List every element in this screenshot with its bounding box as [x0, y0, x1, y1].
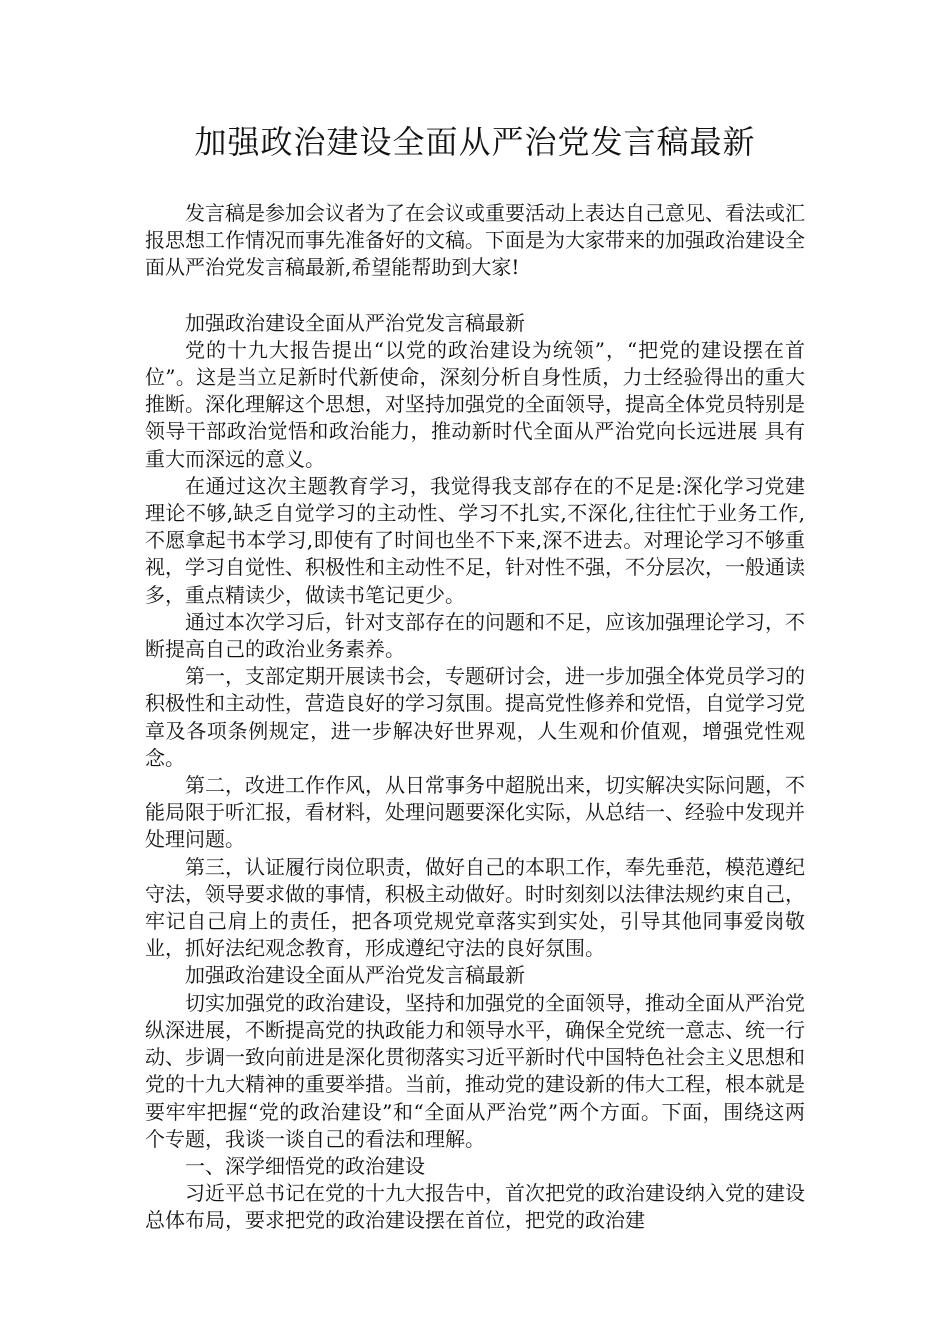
body-paragraph: 第二，改进工作作风，从日常事务中超脱出来，切实解决实际问题，不能局限于听汇报，看材料，处理问题要深化实际，从总结一、经验中发现并处理问题。 — [145, 773, 805, 852]
body-paragraph: 在通过这次主题教育学习，我觉得我支部存在的不足是:深化学习党建理论不够,缺乏自觉学习的主动性、学习不扎实,不深化,往往忙于业务工作,不愿拿起书本学习,即使有了时间也坐不下来,深不进去。对理论学习不够重视，学习自觉性、积极性和主动性不足，针对性不强，不分层次，一般通读多，重点精读少，做读书笔记更少。 — [145, 473, 805, 607]
section-heading-1: 加强政治建设全面从严治党发言稿最新 — [185, 310, 525, 335]
body-paragraph: 习近平总书记在党的十九大报告中，首次把党的政治建设纳入党的建设总体布局，要求把党的政治建设摆在首位，把党的政治建 — [145, 1181, 805, 1233]
paragraph-gap — [145, 282, 805, 310]
body-paragraph: 切实加强党的政治建设，坚持和加强党的全面领导，推动全面从严治党纵深进展，不断提高党的执政能力和领导水平，确保全党统一意志、统一行动、步调一致向前进是深化贯彻落实习近平新时代中国特色社会主义思想和党的十九大精神的重要举措。当前，推动党的建设新的伟大工程，根本就是要牢牢把握“党的政治建设”和“全面从严治党”两个方面。下面，围绕这两个专题，我谈一谈自己的看法和理解。 — [145, 990, 805, 1151]
body-paragraph: 党的十九大报告提出“以党的政治建设为统领”，“把党的建设摆在首位”。这是当立足新时代新使命，深刻分析自身性质，力士经验得出的重大推断。深化理解这个思想，对坚持加强党的全面领导，提高全体党员特别是领导干部政治觉悟和政治能力，推动新时代全面从严治党向长远进展 具有重大而深远的意义。 — [145, 337, 805, 471]
document-title: 加强政治建设全面从严治党发言稿最新 — [194, 123, 756, 161]
body-paragraph: 第三，认证履行岗位职责，做好自己的本职工作，奉先垂范，模范遵纪守法，领导要求做的事情，积极主动做好。时时刻刻以法律法规约束自己，牢记自己肩上的责任，把各项党规党章落实到实处，引导其他同事爱岗敬业，抓好法纪观念教育，形成遵纪守法的良好氛围。 — [145, 854, 805, 961]
document-page — [145, 120, 805, 1235]
intro-paragraph: 发言稿是参加会议者为了在会议或重要活动上表达自己意见、看法或汇报思想工作情况而事先准备好的文稿。下面是为大家带来的加强政治建设全面从严治党发言稿最新,希望能帮助到大家! — [145, 201, 805, 280]
body-paragraph: 第一，支部定期开展读书会，专题研讨会，进一步加强全体党员学习的积极性和主动性，营造良好的学习氛围。提高党性修养和党悟，自觉学习党章及各项条例规定，进一步解决好世界观，人生观和价值观，增强党性观念。 — [145, 664, 805, 770]
subsection-heading: 一、深学细悟党的政治建设 — [185, 1153, 425, 1178]
section-heading-2: 加强政治建设全面从严治党发言稿最新 — [185, 963, 525, 988]
body-paragraph: 通过本次学习后，针对支部存在的问题和不足，应该加强理论学习，不断提高自己的政治业务素养。 — [145, 609, 805, 662]
